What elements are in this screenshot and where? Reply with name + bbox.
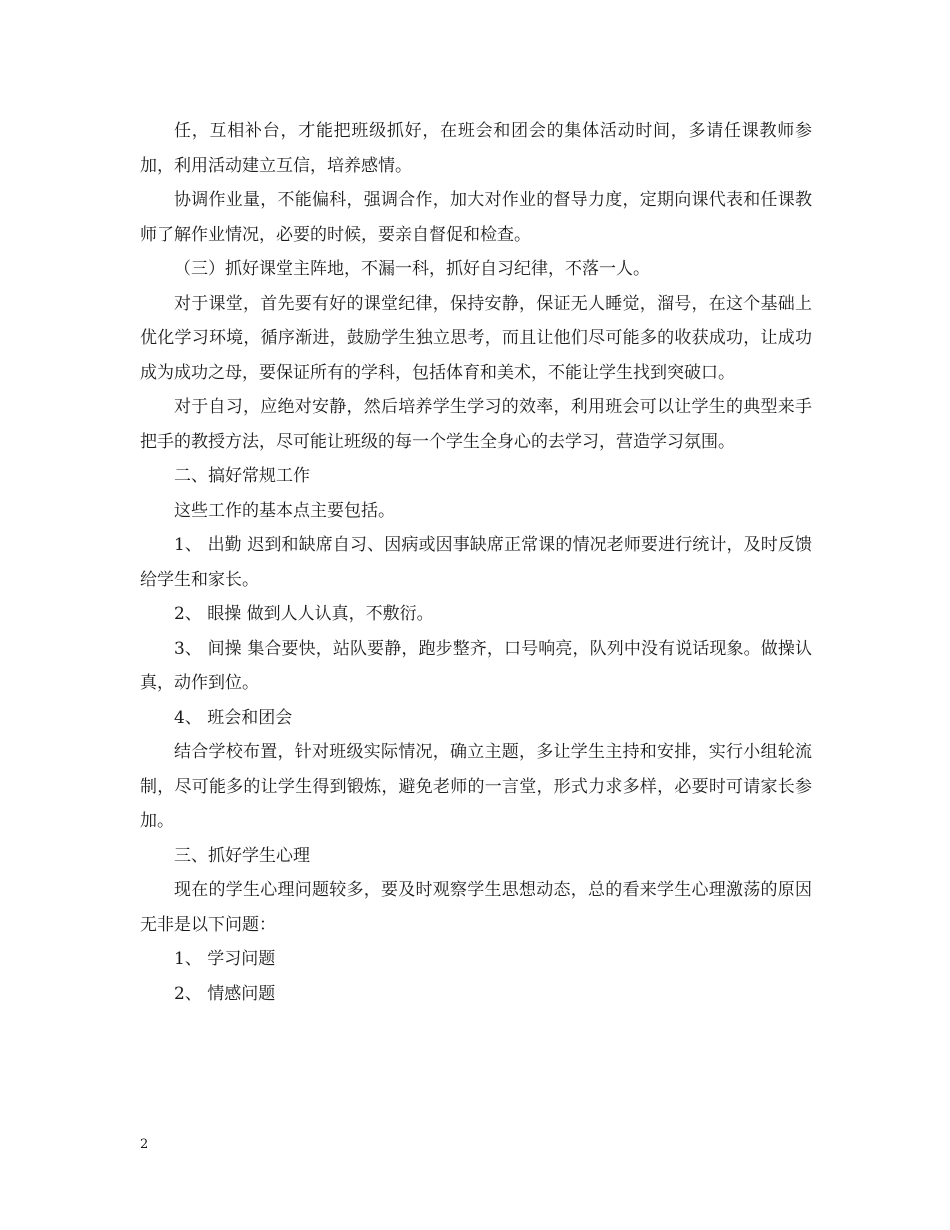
- paragraph-5: 对于自习，应绝对安静，然后培养学生学习的效率，利用班会可以让学生的典型来手把手的教授方法，尽可能让班级的每一个学生全身心的去学习，营造学习氛围。: [140, 397, 812, 452]
- paragraph-1: 任，互相补台，才能把班级抓好，在班会和团会的集体活动时间，多请任课教师参加，利用活动建立互信，培养感情。: [140, 121, 812, 176]
- document-body: [140, 114, 812, 1011]
- list-item-attendance: 1、 出勤 迟到和缺席自习、因病或因事缺席正常课的情况老师要进行统计，及时反馈给学生和家长。: [140, 535, 812, 590]
- section-heading-3-psychology: 三、抓好学生心理: [174, 845, 310, 866]
- list-item-break-exercise: 3、 间操 集合要快，站队要静，跑步整齐，口号响亮，队列中没有说话现象。做操认真，动作到位。: [140, 638, 812, 693]
- list-item-study-problem: 1、 学习问题: [174, 949, 276, 969]
- list-item-emotion-problem: 2、 情感问题: [174, 983, 276, 1004]
- paragraph-7: 这些工作的基本点主要包括。: [174, 500, 395, 521]
- paragraph-4: 对于课堂，首先要有好的课堂纪律，保持安静，保证无人睡觉，溜号，在这个基础上优化学习环境，循序渐进，鼓励学生独立思考，而且让他们尽可能多的收获成功，让成功成为成功之母，要保证所有的学科，包括体育和美术，不能让学生找到突破口。: [140, 293, 812, 383]
- list-item-class-meeting: 4、 班会和团会: [174, 707, 293, 728]
- list-item-eye-exercise: 2、 眼操 做到人人认真，不敷衍。: [174, 604, 434, 624]
- paragraph-14: 现在的学生心理问题较多，要及时观察学生思想动态，总的看来学生心理激荡的原因无非是以下问题：: [140, 880, 812, 935]
- paragraph-12: 结合学校布置，针对班级实际情况，确立主题，多让学生主持和安排，实行小组轮流制，尽可能多的让学生得到锻炼，避免老师的一言堂，形式力求多样，必要时可请家长参加。: [140, 742, 812, 831]
- paragraph-2: 协调作业量，不能偏科，强调合作，加大对作业的督导力度，定期向课代表和任课教师了解作业情况，必要的时候，要亲自督促和检查。: [140, 190, 812, 245]
- section-heading-2: 二、搞好常规工作: [174, 466, 310, 486]
- page-number: 2: [140, 1137, 149, 1152]
- section-heading-3: （三）抓好课堂主阵地，不漏一科，抓好自习纪律，不落一人。: [174, 259, 650, 279]
